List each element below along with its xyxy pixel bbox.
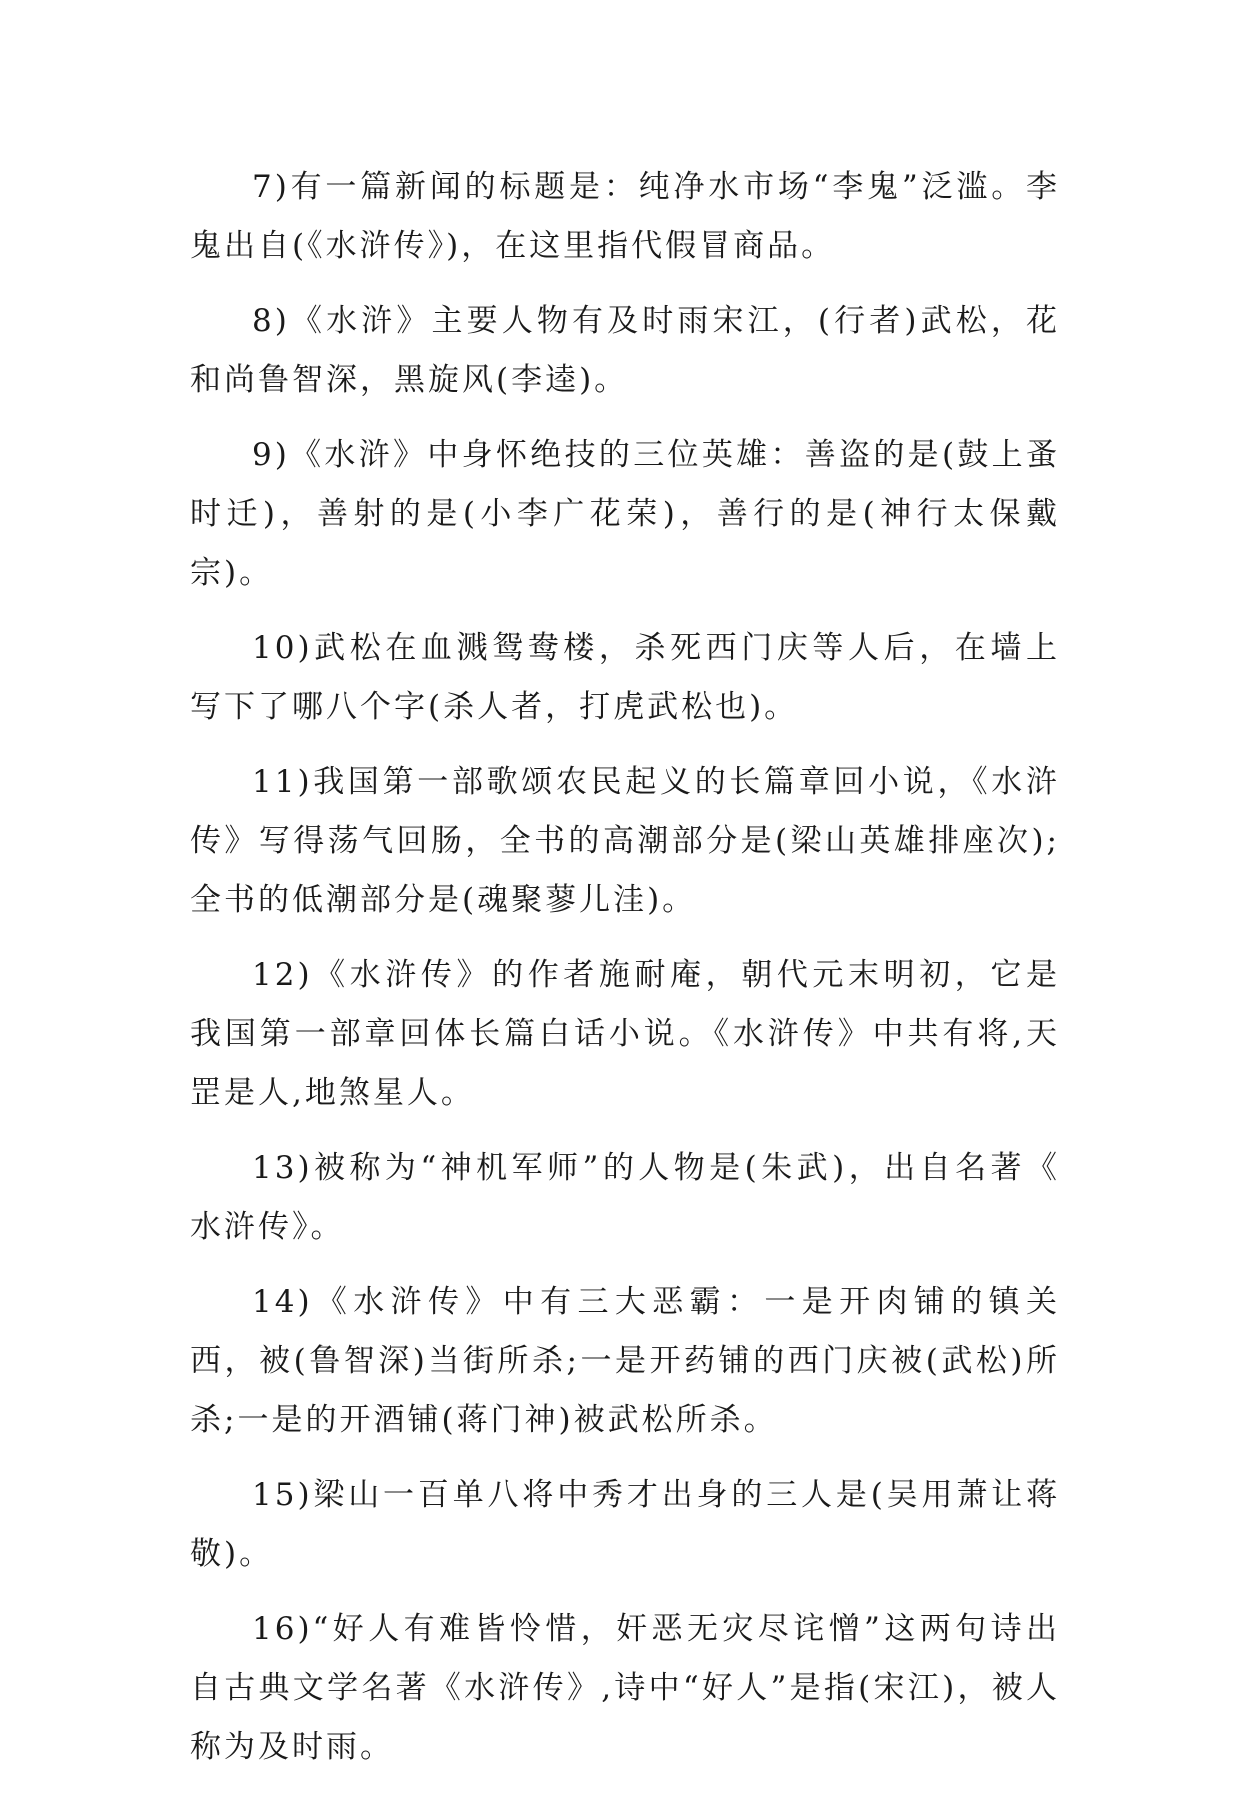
paragraph-14: 14)《水浒传》中有三大恶霸：一是开肉铺的镇关西，被(鲁智深)当街所杀;一是开药铺的西门庆被(武松)所杀;一是的开酒铺(蒋门神)被武松所杀。 xyxy=(190,1284,1060,1438)
paragraph-12: 12)《水浒传》的作者施耐庵，朝代元末明初，它是我国第一部章回体长篇白话小说。《水浒传》中共有将,天罡是人,地煞星人。 xyxy=(190,957,1060,1111)
paragraph-11: 11)我国第一部歌颂农民起义的长篇章回小说，《水浒传》写得荡气回肠，全书的高潮部分是(梁山英雄排座次);全书的低潮部分是(魂聚蓼儿洼)。 xyxy=(190,764,1060,918)
paragraph-15: 15)梁山一百单八将中秀才出身的三人是(吴用萧让蒋敬)。 xyxy=(190,1477,1060,1572)
paragraph-10: 10)武松在血溅鸳鸯楼，杀死西门庆等人后，在墙上写下了哪八个字(杀人者，打虎武松也)。 xyxy=(190,630,1060,725)
paragraph-13: 13)被称为“神机军师”的人物是(朱武)，出自名著《 水浒传》。 xyxy=(190,1150,1060,1245)
document-body xyxy=(190,158,1060,1793)
paragraph-9: 9)《水浒》中身怀绝技的三位英雄：善盗的是(鼓上蚤时迁)，善射的是(小李广花荣)，善行的是(神行太保戴宗)。 xyxy=(190,437,1060,591)
paragraph-8: 8)《水浒》主要人物有及时雨宋江，(行者)武松，花和尚鲁智深，黑旋风(李逵)。 xyxy=(190,303,1060,398)
paragraph-7: 7)有一篇新闻的标题是：纯净水市场“李鬼”泛滥。李鬼出自(《水浒传》)，在这里指代假冒商品。 xyxy=(190,169,1060,264)
paragraph-16: 16)“好人有难皆怜惜，奸恶无灾尽诧憎”这两句诗出自古典文学名著《水浒传》,诗中“好人”是指(宋江)，被人称为及时雨。 xyxy=(190,1611,1060,1765)
